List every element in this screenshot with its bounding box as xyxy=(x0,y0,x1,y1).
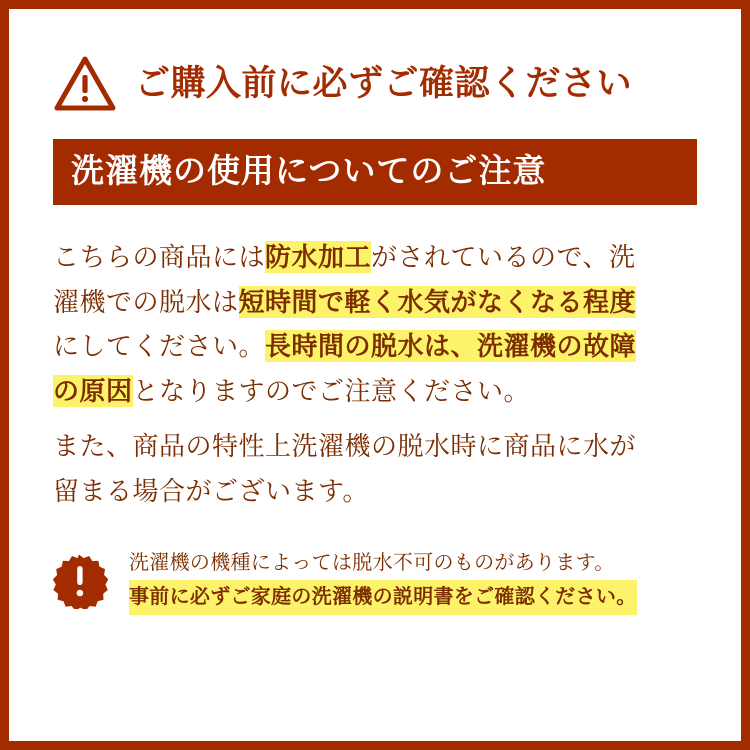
page-title: ご購入前に必ずご確認ください xyxy=(135,63,633,103)
body-line-2-a: 濯機での脱水は xyxy=(53,286,239,317)
body-line-3-highlight: 長時間の脱水は、洗濯機の故障 xyxy=(265,331,637,362)
warning-triangle-icon xyxy=(53,55,117,113)
footnote-line-2: 事前に必ずご家庭の洗濯機の説明書をご確認ください。 xyxy=(129,580,637,615)
body-text xyxy=(53,235,697,513)
body-line-6: 留まる場合がございます。 xyxy=(53,475,369,506)
body-line-5: また、商品の特性上洗濯機の脱水時に商品に水が xyxy=(53,430,637,461)
body-line-1-highlight: 防水加工 xyxy=(265,241,372,272)
banner-title: 洗濯機の使用についてのご注意 xyxy=(53,139,697,205)
body-line-4-highlight: の原因 xyxy=(53,376,133,407)
body-line-2-highlight: 短時間で軽く水気がなくなる程度 xyxy=(238,286,637,317)
body-line-2 xyxy=(53,280,697,325)
body-line-3-a: にしてください。 xyxy=(53,331,266,362)
body-line-4-b: となりますのでご注意ください。 xyxy=(132,376,531,407)
heading-row xyxy=(53,55,697,113)
footnote-row xyxy=(53,547,697,615)
footnote-text xyxy=(129,547,637,615)
body-line-1-a: こちらの商品には xyxy=(53,241,266,272)
footnote-line-1: 洗濯機の機種によっては脱水不可のものがあります。 xyxy=(129,552,615,575)
body-line-1 xyxy=(53,235,697,280)
body-line-4 xyxy=(53,369,697,414)
body-line-1-b: がされているので、洗 xyxy=(371,241,636,272)
body-line-3 xyxy=(53,324,697,369)
exclamation-badge-icon xyxy=(53,553,109,609)
